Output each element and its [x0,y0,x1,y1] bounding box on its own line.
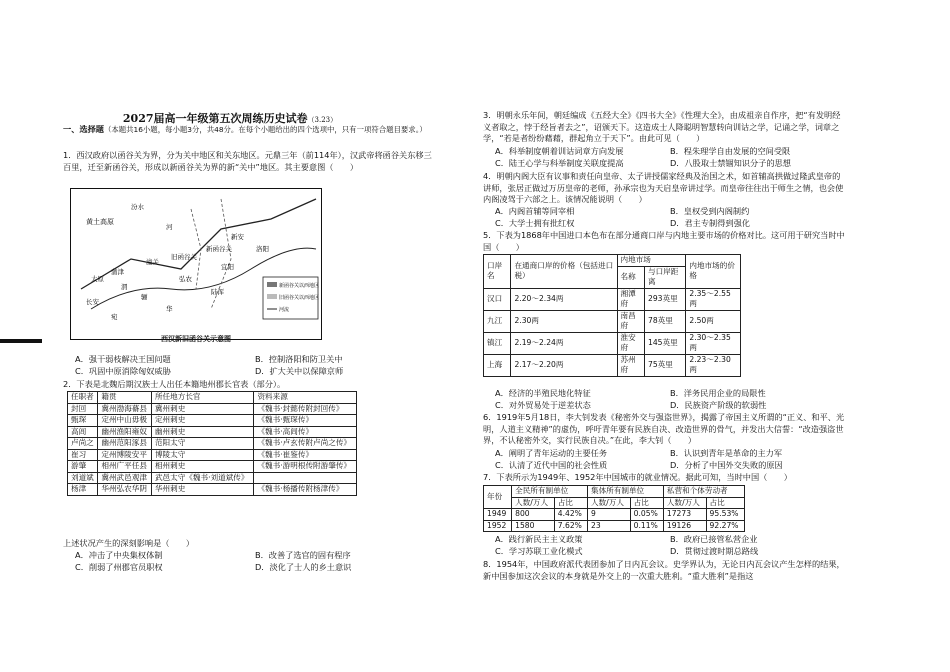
cell: 1580 [512,520,555,532]
cell: 游肇 [68,461,98,473]
table-row [68,472,357,484]
table-row [484,354,741,376]
cell: 2.17～2.20两 [511,354,617,376]
option-d: D．扩大关中以保障京师 [255,365,344,376]
map-label: 旧函谷关 [171,253,197,261]
cell: 定州刺史 [151,415,254,427]
question-6-options [483,448,845,471]
question-5-stem: 5．下表为1868年中国进口本色布在部分通商口岸与内地主要市场的价格对比。这可用于研究当时中国（ ） [483,230,845,252]
table-row [484,288,741,310]
map-label: 河 [166,223,173,231]
cell: 相州刺史 [151,461,254,473]
question-2-table [67,391,357,496]
cell: 《魏书·高闾传》 [254,426,357,438]
cell: 《魏书·游明根传附游肇传》 [254,461,357,473]
option-a: A．内阁首辅等同宰相 [495,206,575,216]
map-label: 蒲津 [111,268,124,276]
option-b: B．洋务民用企业的局限性 [670,388,766,398]
question-3-stem: 3．明朝永乐年间，朝廷编成《五经大全》《四书大全》《性理大全》，由成祖亲自作序，把“有发明经义者取之，悖于经旨者去之”，诏颁天下。这造成士人降聪明智慧转向训诂之学，记诵之学，词章之学，“若是者纷纷藉藉，群起角立于天下”。由此可见（ ） [483,110,841,144]
table-subheader: 与口岸距离 [644,266,685,288]
option-c: C．认清了近代中国的社会性质 [495,459,608,470]
cell: 《魏书·甄琛传》 [254,415,357,427]
option-d: D．民族资产阶级的软弱性 [670,399,767,410]
cell: 武邑太守《魏书·刘道斌传》 [151,472,254,484]
table-row [484,520,745,532]
cell: 幽州范阳涿县 [98,438,152,450]
table-row [68,426,357,438]
option-c: C．巩固中原消除匈奴威胁 [75,365,171,376]
table-subheader: 人数/万人 [663,497,706,509]
cell: 75英里 [644,354,685,376]
boundary-line [191,209,201,289]
cell: 冀州渤海蓨县 [98,403,152,415]
table-header: 集体所有制单位 [588,486,664,498]
cell: 2.20～2.34两 [511,288,617,310]
option-b: B．皇权受到内阁制约 [670,206,750,216]
cell: 淮安府 [617,332,644,354]
question-1-stem: 1．西汉政府以函谷关为界，分为关中地区和关东地区。元鼎三年（前114年），汉武帝将函谷关东移三百里，迁至新函谷关，形成以新函谷关为界的新“关中”地区。其主要意图（ ） [63,150,432,172]
table-subheader: 人数/万人 [512,497,555,509]
cell: 23 [588,520,631,532]
map-label: 潼关 [146,258,159,266]
question-7-stem: 7．下表所示为1949年、1952年中国城市的就业情况。据此可知，当时中国（ ） [483,472,792,482]
cell: 封回 [68,403,98,415]
map-label: 宛 [111,313,118,321]
table-header: 内地市场 [617,255,686,267]
table-header: 所任地方长官 [151,392,254,404]
option-a: A．冲击了中央集权体制 [75,550,163,560]
table-row [484,332,741,354]
option-b: B．改善了选官的固有程序 [255,550,351,560]
table-row [484,310,741,332]
table-header: 口岸名 [484,255,511,289]
table-header: 内地市场的价格 [686,255,741,289]
option-d: D．八股取士禁锢知识分子的思想 [670,157,791,168]
legend-swatch [267,282,277,287]
option-d: D．淡化了士人的乡土意识 [255,561,352,572]
question-6-stem: 6．1919年5月18日，李大钊发表《秘密外交与强盗世界》，揭露了帝国主义所谓的“正义、和平、光明，人道主义精神”的虚伪，呼吁青年要有民族自决、改造世界的骨气，并发出大信誓：“改造强盗世界，不认秘密外交，实行民族自决。”在此，李大钊（ ） [483,412,845,446]
option-a: A．强干弱枝解决王国问题 [75,354,171,364]
table-row [68,484,357,496]
cell: 镇江 [484,332,511,354]
cell: 卢尚之 [68,438,98,450]
option-b: B．控制洛阳和防卫关中 [255,354,343,364]
table-row [484,509,745,521]
cell: 800 [512,509,555,521]
cell: 苏州府 [617,354,644,376]
map-svg [71,189,321,327]
cell: 95.53% [706,509,744,521]
option-c: C．削弱了州郡官员职权 [75,561,163,572]
map-label: 太原 [91,275,104,283]
cell: 2.35～2.55两 [686,288,741,310]
table-header: 全民所有制单位 [512,486,588,498]
question-3-options [483,146,845,169]
map-caption: 西汉新旧函谷关示意图 [161,335,231,343]
cell: 《魏书·杨播传附杨津传》 [254,484,357,496]
table-subheader: 占比 [630,497,663,509]
option-a: A．经济的半殖民地化特征 [495,388,591,398]
cell: 17273 [663,509,706,521]
option-b: B．认识到青年是革命的主力军 [670,448,783,458]
cell: 《魏书·封懿传附封回传》 [254,403,357,415]
map-label: 新安 [231,233,244,241]
cell: 1949 [484,509,512,521]
cell: 1952 [484,520,512,532]
map-label: 长安 [86,298,99,306]
cell: 杨津 [68,484,98,496]
question-5-table [483,254,741,377]
option-d: D．分析了中国外交失败的原因 [670,459,783,470]
option-c: C．学习苏联工业化模式 [495,545,583,556]
cell: 范阳太守 [151,438,254,450]
table-header: 在通商口岸的价格（包括进口税） [511,255,617,289]
cell: 幽州刺史 [151,426,254,438]
option-c: C．陆王心学与科举制度关联度提高 [495,157,624,168]
table-row [68,403,357,415]
cell: 华州弘农华阴 [98,484,152,496]
cell: 9 [588,509,631,521]
map-label: 华 [166,305,173,313]
question-7-table [483,485,745,532]
table-subheader-row [484,497,745,509]
table-header: 任职者 [68,392,98,404]
table-header: 私营和个体劳动者 [663,486,744,498]
option-b: B．政府已接管私营企业 [670,534,758,544]
legend-text: 旧函谷关以西地区 [279,295,320,301]
question-2-options [63,550,435,573]
cell: 2.19～2.24两 [511,332,617,354]
cell: 2.30两 [511,310,617,332]
question-7-options [483,534,845,557]
cell: 冀州刺史 [151,403,254,415]
option-d: D．贯彻过渡时期总路线 [670,545,759,556]
map-label: 黄土高原 [86,218,114,226]
map-label: 新函谷关 [206,245,232,253]
cell: 博陵太守 [151,449,254,461]
option-a: A．阐明了青年运动的主要任务 [495,448,608,458]
cell: 汉口 [484,288,511,310]
legend-text: 河流 [279,307,290,313]
option-d: D．君主专制得到强化 [670,217,750,228]
cell: 293英里 [644,288,685,310]
question-8-stem: 8．1954年，中国政府派代表团参加了日内瓦会议。史学界认为，无论日内瓦会议产生怎样的结果，新中国参加这次会议的本身就是外交上的一次重大胜利。“重大胜利”是指这 [483,559,845,581]
page-title: 2027届高一年级第五次周练历史试卷（3.23） [122,112,338,125]
cell: 4.42% [554,509,587,521]
option-b: B．程朱理学自由发展的空间受限 [670,146,791,156]
table-header-row [484,255,741,267]
cell: 华州刺史 [151,484,254,496]
map-label: 宜阳 [221,263,234,271]
cell: 7.62% [554,520,587,532]
cell: 《魏书·卢玄传附卢尚之传》 [254,438,357,450]
map-label: 陆浑 [211,288,224,296]
table-header: 籍贯 [98,392,152,404]
question-2-tail: 上述状况产生的深刻影响是（ ） [63,538,195,548]
table-subheader: 名称 [617,266,644,288]
legend-text: 新函谷关以西地区 [279,283,320,289]
table-subheader: 人数/万人 [588,497,631,509]
cell: 定州中山毋极 [98,415,152,427]
cell: 甄琛 [68,415,98,427]
cell [254,472,357,484]
binding-mark [0,339,42,343]
cell: 湘潭府 [617,288,644,310]
table-row [68,438,357,450]
map-label: 洛阳 [256,245,269,253]
option-c: C．大学士拥有批红权 [495,217,575,228]
table-header-row [68,392,357,404]
cell: 南昌府 [617,310,644,332]
table-row [68,461,357,473]
option-a: A．践行新民主主义政策 [495,534,583,544]
legend-swatch [267,294,277,299]
question-5-options [483,388,845,411]
cell: 0.05% [630,509,663,521]
han-map [70,188,322,343]
title-date: （3.23） [307,116,338,124]
section-heading: 一、选择题（本题共16小题，每小题3分，共48分。在每个小题给出的四个选项中，只有一项符合题目要求。） [63,124,427,134]
option-a: A．科举制度朝着训诂词章方向发展 [495,146,624,156]
question-4-stem: 4．明朝内阁大臣有议事和责任向皇帝、太子讲授儒家经典及治国之术，如首辅高拱做过隆武皇帝的讲师，张居正做过万历皇帝的老师，孙承宗也为天启皇帝讲过学。而皇帝往往出于师生之情，也会使内阁凌驾于六部之上。该情况能说明（ ） [483,171,844,205]
cell: 定州博陵安平 [98,449,152,461]
question-4-options [483,206,845,229]
option-c: C．对外贸易处于逆差状态 [495,399,591,410]
table-subheader: 占比 [706,497,744,509]
table-header-row [484,486,745,498]
cell: 78英里 [644,310,685,332]
cell: 九江 [484,310,511,332]
cell: 冀州武邑观津 [98,472,152,484]
map-label: 汾水 [131,203,144,211]
cell: 2.50两 [686,310,741,332]
map-label: 弘农 [179,275,192,283]
question-1-options [63,354,435,377]
table-row [68,415,357,427]
cell: 上海 [484,354,511,376]
cell: 0.11% [630,520,663,532]
cell: 19126 [663,520,706,532]
map-label: 渭 [121,283,128,291]
cell: 高闾 [68,426,98,438]
cell: 2.30～2.35两 [686,332,741,354]
cell: 《魏书·崔鉴传》 [254,449,357,461]
cell: 崔习 [68,449,98,461]
map-label: 骊 [141,293,148,301]
cell: 刘道斌 [68,472,98,484]
question-2-stem: 2．下表是北魏后期汉族士人出任本籍地州郡长官表（部分）。 [63,379,286,389]
cell: 92.27% [706,520,744,532]
cell: 145英里 [644,332,685,354]
cell: 幽州渔阳雍奴 [98,426,152,438]
table-header: 资料来源 [254,392,357,404]
cell: 2.23～2.30两 [686,354,741,376]
table-header: 年份 [484,486,512,509]
table-row [68,449,357,461]
cell: 相州广平任县 [98,461,152,473]
table-subheader: 占比 [554,497,587,509]
